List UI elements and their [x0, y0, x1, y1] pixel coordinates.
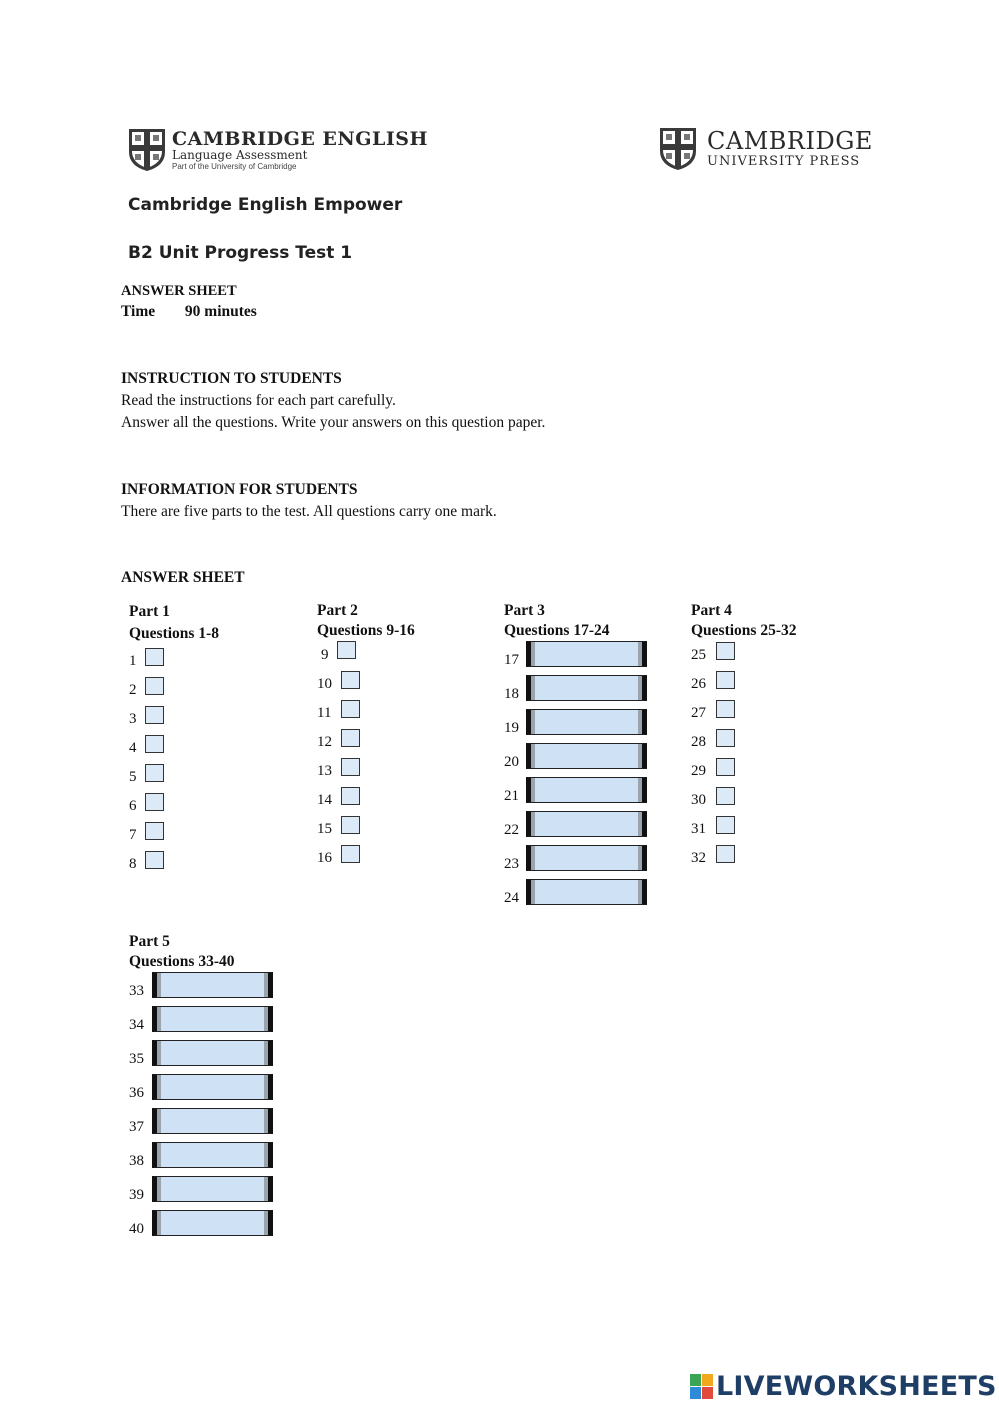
answer-box-q16[interactable] — [341, 845, 360, 863]
question-number: 7 — [129, 827, 137, 843]
question-number: 22 — [504, 822, 519, 838]
answer-field-q21[interactable] — [526, 777, 647, 803]
answer-box-q25[interactable] — [716, 642, 735, 660]
question-number: 4 — [129, 740, 137, 756]
question-number: 1 — [129, 653, 137, 669]
cambridge-english-logo — [128, 128, 428, 172]
time-label: Time — [121, 303, 156, 320]
answer-box-q2[interactable] — [145, 677, 164, 695]
question-number: 17 — [504, 652, 519, 668]
answer-field-q34[interactable] — [152, 1006, 273, 1032]
logo-line-3: Part of the University of Cambridge — [172, 161, 297, 171]
question-number: 38 — [129, 1153, 144, 1169]
answer-box-q10[interactable] — [341, 671, 360, 689]
question-number: 34 — [129, 1017, 144, 1033]
question-number: 24 — [504, 890, 519, 906]
answer-field-q39[interactable] — [152, 1176, 273, 1202]
question-number: 39 — [129, 1187, 144, 1203]
part-title: Part 3 — [504, 602, 545, 619]
question-number: 23 — [504, 856, 519, 872]
cambridge-university-press-logo — [659, 127, 873, 171]
question-number: 15 — [317, 821, 332, 837]
instructions-heading: INSTRUCTION TO STUDENTS — [121, 370, 342, 387]
part-title: Part 2 — [317, 602, 358, 619]
part-3-header — [504, 601, 610, 641]
answer-box-q14[interactable] — [341, 787, 360, 805]
answer-box-q31[interactable] — [716, 816, 735, 834]
time-value: 90 minutes — [184, 303, 257, 320]
part-4-header — [691, 601, 797, 641]
question-number: 36 — [129, 1085, 144, 1101]
answer-field-q38[interactable] — [152, 1142, 273, 1168]
question-number: 25 — [691, 647, 706, 663]
course-title: Cambridge English Empower — [128, 195, 403, 215]
answer-box-q13[interactable] — [341, 758, 360, 776]
answer-box-q30[interactable] — [716, 787, 735, 805]
cambridge-shield-icon — [659, 127, 697, 171]
question-number: 27 — [691, 705, 706, 721]
question-number: 33 — [129, 983, 144, 999]
answer-sheet-label: ANSWER SHEET — [121, 283, 237, 299]
question-number: 3 — [129, 711, 137, 727]
question-number: 26 — [691, 676, 706, 692]
answer-box-q8[interactable] — [145, 851, 164, 869]
answer-box-q3[interactable] — [145, 706, 164, 724]
answer-field-q33[interactable] — [152, 972, 273, 998]
part-5-header — [129, 932, 235, 972]
question-number: 32 — [691, 850, 706, 866]
part-2-header — [317, 601, 415, 641]
question-number: 20 — [504, 754, 519, 770]
part-range: Questions 17-24 — [504, 622, 610, 639]
answer-box-q4[interactable] — [145, 735, 164, 753]
time-row — [121, 303, 257, 321]
question-number: 5 — [129, 769, 137, 785]
answer-field-q18[interactable] — [526, 675, 647, 701]
part-title: Part 1 — [129, 603, 170, 620]
question-number: 18 — [504, 686, 519, 702]
logo-line-1: CAMBRIDGE — [707, 127, 873, 155]
question-number: 9 — [321, 647, 329, 663]
answer-field-q24[interactable] — [526, 879, 647, 905]
question-number: 28 — [691, 734, 706, 750]
liveworksheets-logo[interactable] — [690, 1371, 997, 1402]
question-number: 8 — [129, 856, 137, 872]
answer-box-q6[interactable] — [145, 793, 164, 811]
question-number: 29 — [691, 763, 706, 779]
question-number: 37 — [129, 1119, 144, 1135]
part-range: Questions 33-40 — [129, 953, 235, 970]
answer-box-q28[interactable] — [716, 729, 735, 747]
answer-box-q5[interactable] — [145, 764, 164, 782]
logo-line-2: Language Assessment — [172, 147, 308, 162]
answer-sheet-heading: ANSWER SHEET — [121, 569, 245, 586]
liveworksheets-brand: LIVEWORKSHEETS — [716, 1371, 997, 1402]
answer-box-q7[interactable] — [145, 822, 164, 840]
logo-line-1: CAMBRIDGE ENGLISH — [172, 127, 428, 150]
logo-line-2: UNIVERSITY PRESS — [707, 154, 861, 169]
part-title: Part 5 — [129, 933, 170, 950]
answer-box-q1[interactable] — [145, 648, 164, 666]
question-number: 2 — [129, 682, 137, 698]
instructions-line: Answer all the questions. Write your answers on this question paper. — [121, 414, 546, 431]
answer-field-q22[interactable] — [526, 811, 647, 837]
information-heading: INFORMATION FOR STUDENTS — [121, 481, 358, 498]
answer-field-q35[interactable] — [152, 1040, 273, 1066]
instructions-line: Read the instructions for each part carefully. — [121, 392, 396, 409]
question-number: 12 — [317, 734, 332, 750]
answer-field-q19[interactable] — [526, 709, 647, 735]
question-number: 35 — [129, 1051, 144, 1067]
answer-box-q27[interactable] — [716, 700, 735, 718]
question-number: 31 — [691, 821, 706, 837]
question-number: 40 — [129, 1221, 144, 1237]
answer-field-q37[interactable] — [152, 1108, 273, 1134]
question-number: 19 — [504, 720, 519, 736]
question-number: 13 — [317, 763, 332, 779]
part-title: Part 4 — [691, 602, 732, 619]
answer-field-q40[interactable] — [152, 1210, 273, 1236]
question-number: 16 — [317, 850, 332, 866]
answer-field-q20[interactable] — [526, 743, 647, 769]
cambridge-shield-icon — [128, 128, 166, 172]
part-range: Questions 25-32 — [691, 622, 797, 639]
question-number: 10 — [317, 676, 332, 692]
answer-box-q9[interactable] — [337, 641, 356, 659]
answer-box-q12[interactable] — [341, 729, 360, 747]
answer-box-q15[interactable] — [341, 816, 360, 834]
answer-box-q32[interactable] — [716, 845, 735, 863]
part-range: Questions 1-8 — [129, 625, 219, 642]
answer-field-q17[interactable] — [526, 641, 647, 667]
information-line: There are five parts to the test. All questions carry one mark. — [121, 503, 497, 520]
part-1-header — [129, 601, 219, 644]
answer-box-q29[interactable] — [716, 758, 735, 776]
part-range: Questions 9-16 — [317, 622, 415, 639]
question-number: 14 — [317, 792, 332, 808]
question-number: 21 — [504, 788, 519, 804]
answer-box-q11[interactable] — [341, 700, 360, 718]
liveworksheets-grid-icon — [690, 1374, 714, 1400]
question-number: 6 — [129, 798, 137, 814]
question-number: 30 — [691, 792, 706, 808]
answer-field-q36[interactable] — [152, 1074, 273, 1100]
answer-field-q23[interactable] — [526, 845, 647, 871]
question-number: 11 — [317, 705, 332, 721]
answer-box-q26[interactable] — [716, 671, 735, 689]
test-title: B2 Unit Progress Test 1 — [128, 243, 353, 263]
